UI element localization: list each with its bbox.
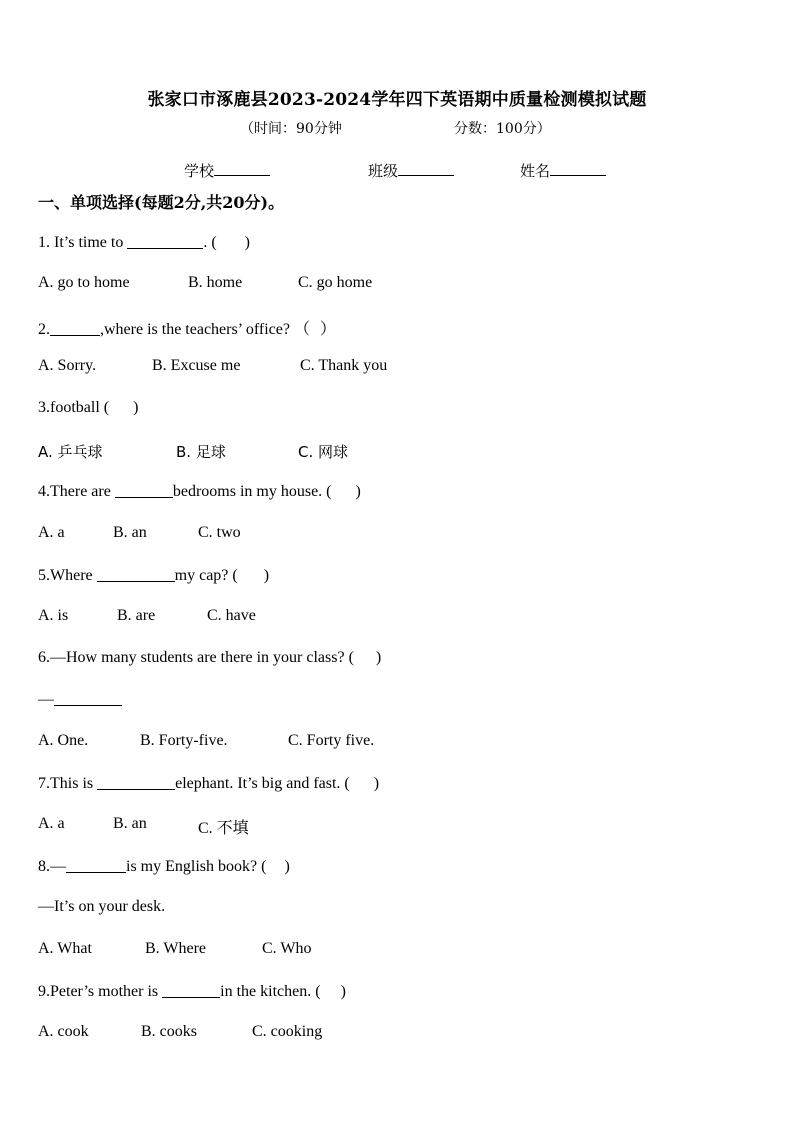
question-8-stem: 8.— [38, 858, 66, 875]
question-8-stem-end: is my English book? ( [126, 858, 267, 875]
answer-blank [127, 233, 203, 249]
question-3-paren: ) [133, 399, 139, 416]
question-9-paren: ) [340, 983, 346, 1000]
answer-blank [162, 982, 220, 998]
exam-score: 分数：100分） [454, 121, 551, 137]
exam-title: 张家口市涿鹿县2023-2024学年四下英语期中质量检测模拟试题 [147, 90, 647, 110]
question-5-paren: ) [263, 567, 270, 584]
question-1-paren: ) [244, 234, 250, 251]
question-9 [38, 982, 346, 1001]
question-8-reply: —It’s on your desk. [38, 898, 166, 915]
option-c [198, 815, 249, 838]
option-b: B. home [188, 274, 243, 291]
option-a: A. go to home [38, 274, 130, 291]
question-4-stem: 4.There are [38, 483, 115, 500]
question-4-paren: ) [355, 483, 361, 500]
question-5-stem-end: my cap? ( [174, 567, 238, 584]
answer-blank [115, 482, 173, 498]
question-8 [38, 857, 290, 876]
question-2-stem: 2. [38, 321, 50, 338]
question-1 [38, 233, 250, 252]
option-c: C. Who [262, 940, 312, 957]
class-field [368, 160, 454, 181]
option-b: B. Forty-five. [140, 732, 228, 749]
answer-blank [97, 566, 175, 582]
option-c: C. 网球 [298, 443, 349, 461]
answer-blank [54, 690, 122, 706]
option-a: A. a [38, 524, 65, 541]
question-9-stem-end: in the kitchen. ( [220, 983, 321, 1000]
question-8-paren: ) [284, 858, 290, 875]
question-6 [38, 649, 381, 667]
option-a: A. Sorry. [38, 357, 97, 374]
question-1-stem: 1. It’s time to [38, 234, 128, 251]
option-c: C. have [207, 607, 256, 624]
option-a: A. 乒乓球 [38, 443, 103, 461]
option-b: B. are [117, 607, 156, 624]
question-5-stem: 5.Where [38, 567, 97, 584]
option-b: B. Where [145, 940, 207, 957]
option-a: A. is [38, 607, 69, 624]
option-b: B. an [113, 815, 147, 832]
question-9-stem: 9.Peter’s mother is [38, 983, 163, 1000]
option-a: A. One. [38, 732, 89, 749]
question-7-stem-end: elephant. It’s big and fast. ( [175, 775, 350, 792]
option-b: B. 足球 [176, 443, 226, 461]
option-c: C. go home [298, 274, 373, 291]
name-field [520, 160, 606, 181]
option-c: C. Thank you [300, 357, 388, 374]
name-label: 姓名 [520, 162, 551, 180]
section-title: 一、单项选择(每题2分,共20分)。 [38, 193, 285, 212]
name-blank [550, 161, 606, 176]
exam-time: （时间：90分钟 [240, 121, 342, 137]
question-1-stem-end: . ( [203, 234, 217, 251]
answer-blank [97, 774, 175, 790]
question-2 [38, 316, 336, 339]
question-4 [38, 482, 361, 501]
class-blank [398, 161, 454, 176]
question-6-stem: 6.—How many students are there in your class? ( [38, 649, 354, 666]
option-a: A. cook [38, 1023, 89, 1040]
question-3 [38, 399, 138, 417]
question-7-stem: 7.This is [38, 775, 98, 792]
answer-blank [66, 857, 126, 873]
question-2-paren: ） [319, 321, 336, 338]
option-c: C. cooking [252, 1023, 323, 1040]
option-b: B. Excuse me [152, 357, 241, 374]
option-b: B. cooks [141, 1023, 197, 1040]
class-label: 班级 [368, 162, 399, 180]
option-c: C. two [198, 524, 241, 541]
option-b: B. an [113, 524, 147, 541]
question-7 [38, 774, 379, 793]
question-4-stem-end: bedrooms in my house. ( [172, 483, 332, 500]
school-blank [214, 161, 270, 176]
option-a: A. What [38, 940, 92, 957]
option-c: C. Forty five. [288, 732, 375, 749]
question-5 [38, 566, 269, 585]
answer-blank [50, 320, 100, 336]
option-a: A. a [38, 815, 65, 832]
question-6-paren: ) [375, 649, 382, 666]
question-7-paren: ) [373, 775, 380, 792]
question-2-stem-end: ,where is the teachers’ office? （ [100, 321, 310, 338]
option-c-text: C. 不填 [198, 820, 249, 837]
question-3-stem: 3.football ( [38, 399, 110, 416]
school-field [184, 160, 270, 181]
question-6-reply [38, 690, 122, 709]
reply-dash: — [38, 691, 54, 708]
school-label: 学校 [184, 162, 215, 180]
